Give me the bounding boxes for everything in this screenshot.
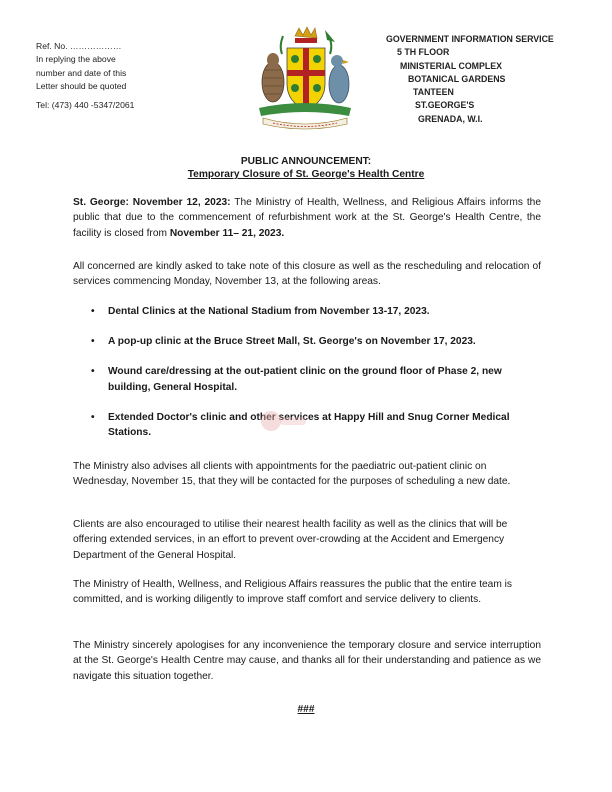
telephone-number: Tel: (473) 440 -5347/2061 (36, 100, 135, 110)
address-line: ST.GEORGE'S (415, 100, 475, 111)
paragraph-apology: The Ministry sincerely apologises for any inconvenience the temporary closure and service interruption at the St. George's Health Centre may cause, and thanks all for their understanding and patience as we navigate this situation together. (73, 640, 541, 682)
address-line: GRENADA, W.I. (418, 113, 483, 124)
paragraph-clients: Clients are also encouraged to utilise their nearest health facility as well as the clinics that will be offering extended services, in an effort to prevent over-crowding at the Accident and Emergency Department of the General Hospital. (73, 519, 508, 561)
ref-number: Ref. No. ……………… (36, 41, 122, 51)
list-item-text: Wound care/dressing at the out-patient clinic on the ground floor of Phase 2, new building, General Hospital. (108, 366, 502, 393)
address-line: BOTANICAL GARDENS (408, 73, 506, 84)
paragraph-paediatric: The Ministry also advises all clients with appointments for the paediatric out-patient clinic on Wednesday, November 15, that they will be contacted for the purposes of scheduling a new date. (73, 461, 511, 488)
list-item-text: A pop-up clinic at the Bruce Street Mall, St. George's on November 17, 2023. (108, 336, 476, 348)
bullet-icon: • (91, 411, 95, 423)
list-item (73, 334, 541, 349)
bullet-icon: • (91, 336, 95, 348)
dateline: St. George: November 12, 2023: (73, 197, 231, 208)
end-mark (0, 704, 612, 715)
paragraph-intro (73, 195, 541, 241)
list-item-text: Extended Doctor's clinic and other services at Happy Hill and Snug Corner Medical Stations. (108, 411, 510, 439)
list-item (73, 364, 541, 394)
announcement-heading (0, 155, 612, 181)
ref-instruction-line: Letter should be quoted (36, 80, 127, 91)
sender-address (386, 33, 554, 126)
bullet-icon: • (91, 366, 95, 378)
address-line: MINISTERIAL COMPLEX (400, 60, 502, 71)
reference-block (36, 40, 126, 93)
bullet-icon: • (91, 306, 95, 317)
end-mark-text: ### (297, 704, 315, 715)
grenada-coat-of-arms-icon (249, 26, 361, 134)
announcement-subtitle: Temporary Closure of St. George's Health Centre (187, 169, 425, 180)
address-line: 5 TH FLOOR (397, 47, 450, 58)
paragraph-relocation: All concerned are kindly asked to take note of this closure as well as the rescheduling and relocation of services commencing Monday, November 13, at the following areas. (73, 261, 541, 288)
intro-text: The Ministry of Health, Wellness, and Religious Affairs informs the public that due to the commencement of refurbishment work at the St. George's Health Centre, the facility is closed from (73, 197, 541, 239)
announcement-title: PUBLIC ANNOUNCEMENT: (240, 156, 372, 167)
list-item (73, 304, 541, 319)
ref-instruction-line: number and date of this (36, 67, 127, 78)
paragraph-reassurance: The Ministry of Health, Wellness, and Religious Affairs reassures the public that the entire team is committed, and is working diligently to improve staff comfort and service delivery to clients. (73, 579, 513, 606)
list-item-text: Dental Clinics at the National Stadium from November 13-17, 2023. (108, 306, 430, 317)
ref-instruction-line: In replying the above (36, 54, 116, 65)
watermark-icon (258, 408, 308, 434)
closure-dates: November 11– 21, 2023. (169, 227, 285, 239)
address-line: TANTEEN (413, 87, 454, 98)
address-line: GOVERNMENT INFORMATION SERVICE (386, 34, 554, 44)
